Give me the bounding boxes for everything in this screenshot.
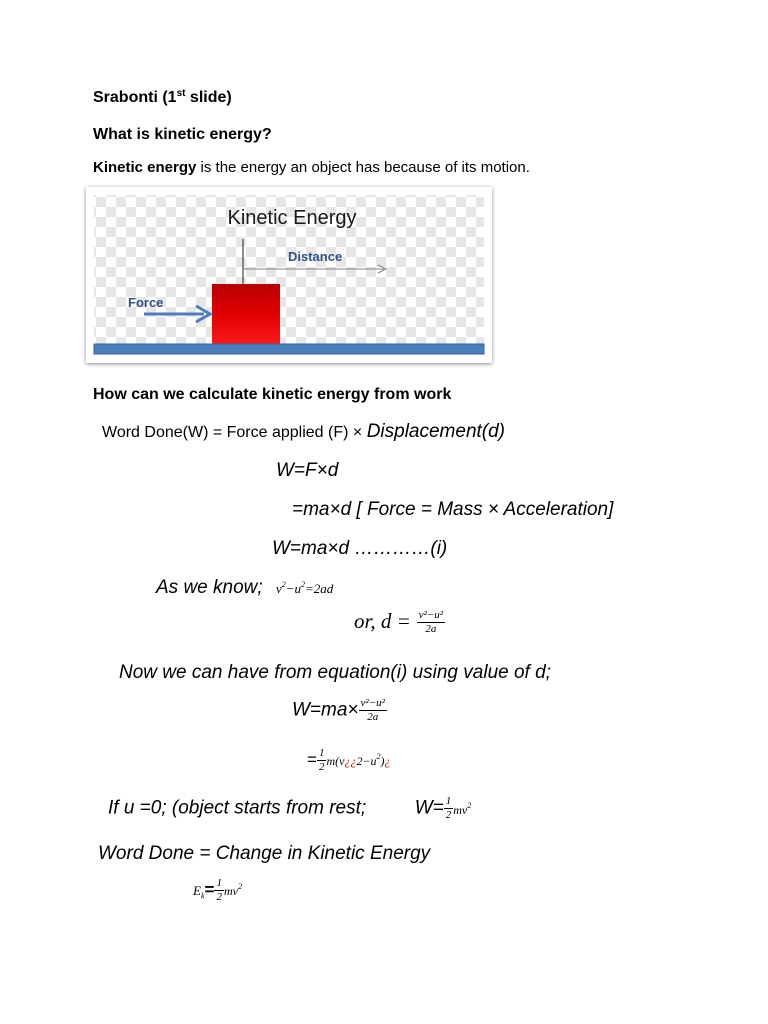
- half-fraction: $\frac{1}{2}$: [318, 747, 325, 773]
- if-half-fraction: $\frac{1}{2}$: [445, 795, 452, 821]
- document-heading: Srabonti (1st slide): [93, 88, 232, 106]
- kinetic-energy-formula: $E_k=$ $\frac{1}{2}$ $mv^2$: [193, 877, 242, 903]
- distance-label: Distance: [288, 249, 343, 264]
- work-energy-statement: Word Done = Change in Kinetic Energy: [98, 843, 431, 864]
- definition-text: is the energy an object has because of its motion.: [196, 159, 530, 176]
- red-block: [212, 284, 280, 344]
- ek-fraction: $\frac{1}{2}$: [216, 877, 222, 903]
- if-u-zero-line: If u =0; (object starts from rest; W= $\frac{1}{2}$ $mv^2$: [108, 795, 472, 821]
- equation-i: W=ma×d …………(i): [272, 538, 448, 559]
- w-fraction: $\frac{\text{v²−u²}}{2a}$: [360, 697, 385, 723]
- definition-term: Kinetic energy: [93, 159, 197, 176]
- section-heading: How can we calculate kinetic energy from work: [93, 386, 452, 403]
- as-we-know-line: As we know; $v^2-u^2=2ad$: [156, 577, 334, 598]
- half-m-equation: = $\frac{1}{2}$ $m(v¿¿2-u^2)¿$: [307, 747, 391, 773]
- equation-w-fd: W=F×d: [276, 460, 339, 481]
- definition-paragraph: [93, 159, 530, 176]
- kinetic-energy-figure: [86, 187, 492, 363]
- figure-title: Kinetic Energy: [227, 207, 357, 229]
- d-fraction: $\frac{\text{v²−u²}}{2a}$: [418, 608, 444, 635]
- or-d-equation: or, d = $\frac{\text{v²−u²}}{2a}$: [354, 608, 444, 635]
- ground-bar: [94, 344, 484, 354]
- work-definition-line: Word Done(W) = Force applied (F) × Displacement(d): [102, 421, 506, 442]
- force-label: Force: [128, 295, 164, 310]
- kinetic-energy-diagram: [86, 187, 492, 363]
- kinematic-equation: $v^2-u^2=2ad$: [275, 580, 334, 596]
- substitution-sentence: Now we can have from equation(i) using value of d;: [119, 662, 551, 683]
- equation-ma-d: =ma×d [ Force = Mass × Acceleration]: [292, 499, 614, 520]
- w-ma-fraction-equation: W=ma× $\frac{\text{v²−u²}}{2a}$: [292, 697, 385, 723]
- question-heading: What is kinetic energy?: [93, 126, 272, 143]
